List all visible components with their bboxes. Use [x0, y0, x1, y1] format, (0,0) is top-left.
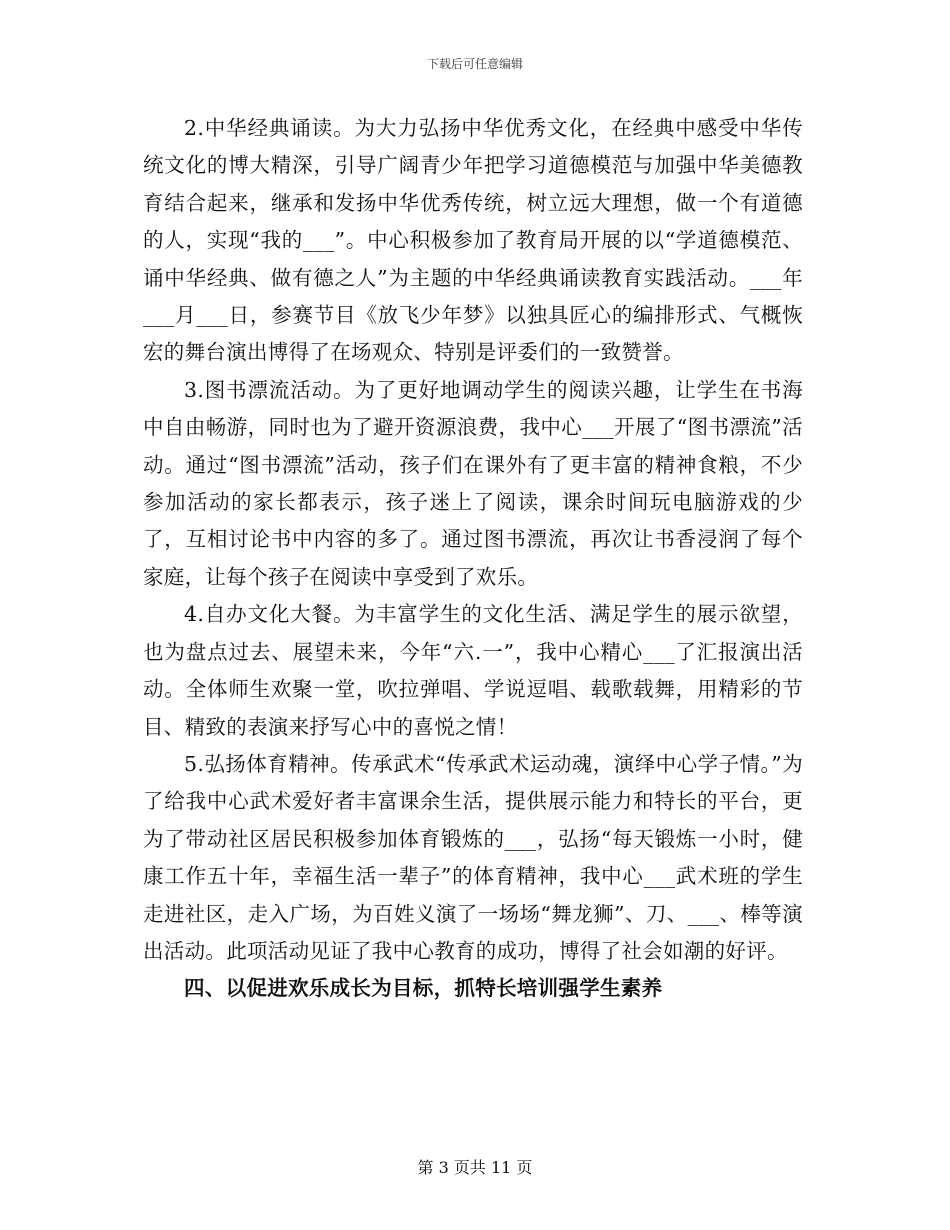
paragraph-book-drifting: 3.图书漂流活动。为了更好地调动学生的阅读兴趣，让学生在书海中自由畅游，同时也为了避开资源浪费，我中心___开展了“图书漂流”活动。通过“图书漂流”活动，孩子们在课外有了更丰富的精神食粮，不少参加活动的家长都表示，孩子迷上了阅读，课余时间玩电脑游戏的少了，互相讨论书中内容的多了。通过图书漂流，再次让书香浸润了每个家庭，让每个孩子在阅读中享受到了欢乐。 — [143, 377, 803, 589]
section-heading-four: 四、以促进欢乐成长为目标，抓特长培训强学生素养 — [184, 976, 663, 1001]
paragraph-classics-recitation: 2.中华经典诵读。为大力弘扬中华优秀文化，在经典中感受中华传统文化的博大精深，引导广阔青少年把学习道德模范与加强中华美德教育结合起来，继承和发扬中华优秀传统，树立远大理想，做一个有道德的人，实现“我的___”。中心积极参加了教育局开展的以“学道德模范、诵中华经典、做有德之人”为主题的中华经典诵读教育实践活动。___年___月___日，参赛节目《放飞少年梦》以独具匠心的编排形式、气概恢宏的舞台演出博得了在场观众、特别是评委们的一致赞誉。 — [143, 116, 803, 365]
header-note: 下载后可任意编辑 — [426, 57, 523, 71]
page-number: 第 3 页共 11 页 — [417, 1158, 533, 1177]
paragraph-sports-spirit: 5.弘扬体育精神。传承武术“传承武术运动魂，演绎中心学子情。”为了给我中心武术爱好者丰富课余生活，提供展示能力和特长的平台，更为了带动社区居民积极参加体育锻炼的___，弘扬“每天锻炼一小时，健康工作五十年，幸福生活一辈子”的体育精神，我中心___武术班的学生走进社区，走入广场，为百姓义演了一场场“舞龙狮”、刀、___、棒等演出活动。此项活动见证了我中心教育的成功，博得了社会如潮的好评。 — [143, 751, 803, 963]
paragraph-culture-feast: 4.自办文化大餐。为丰富学生的文化生活、满足学生的展示欲望，也为盘点过去、展望未来，今年“六.一”，我中心精心___了汇报演出活动。全体师生欢聚一堂，吹拉弹唱、学说逗唱、载歌载舞，用精彩的节目、精致的表演来抒写心中的喜悦之情！ — [143, 602, 803, 739]
document-body — [143, 110, 803, 1008]
